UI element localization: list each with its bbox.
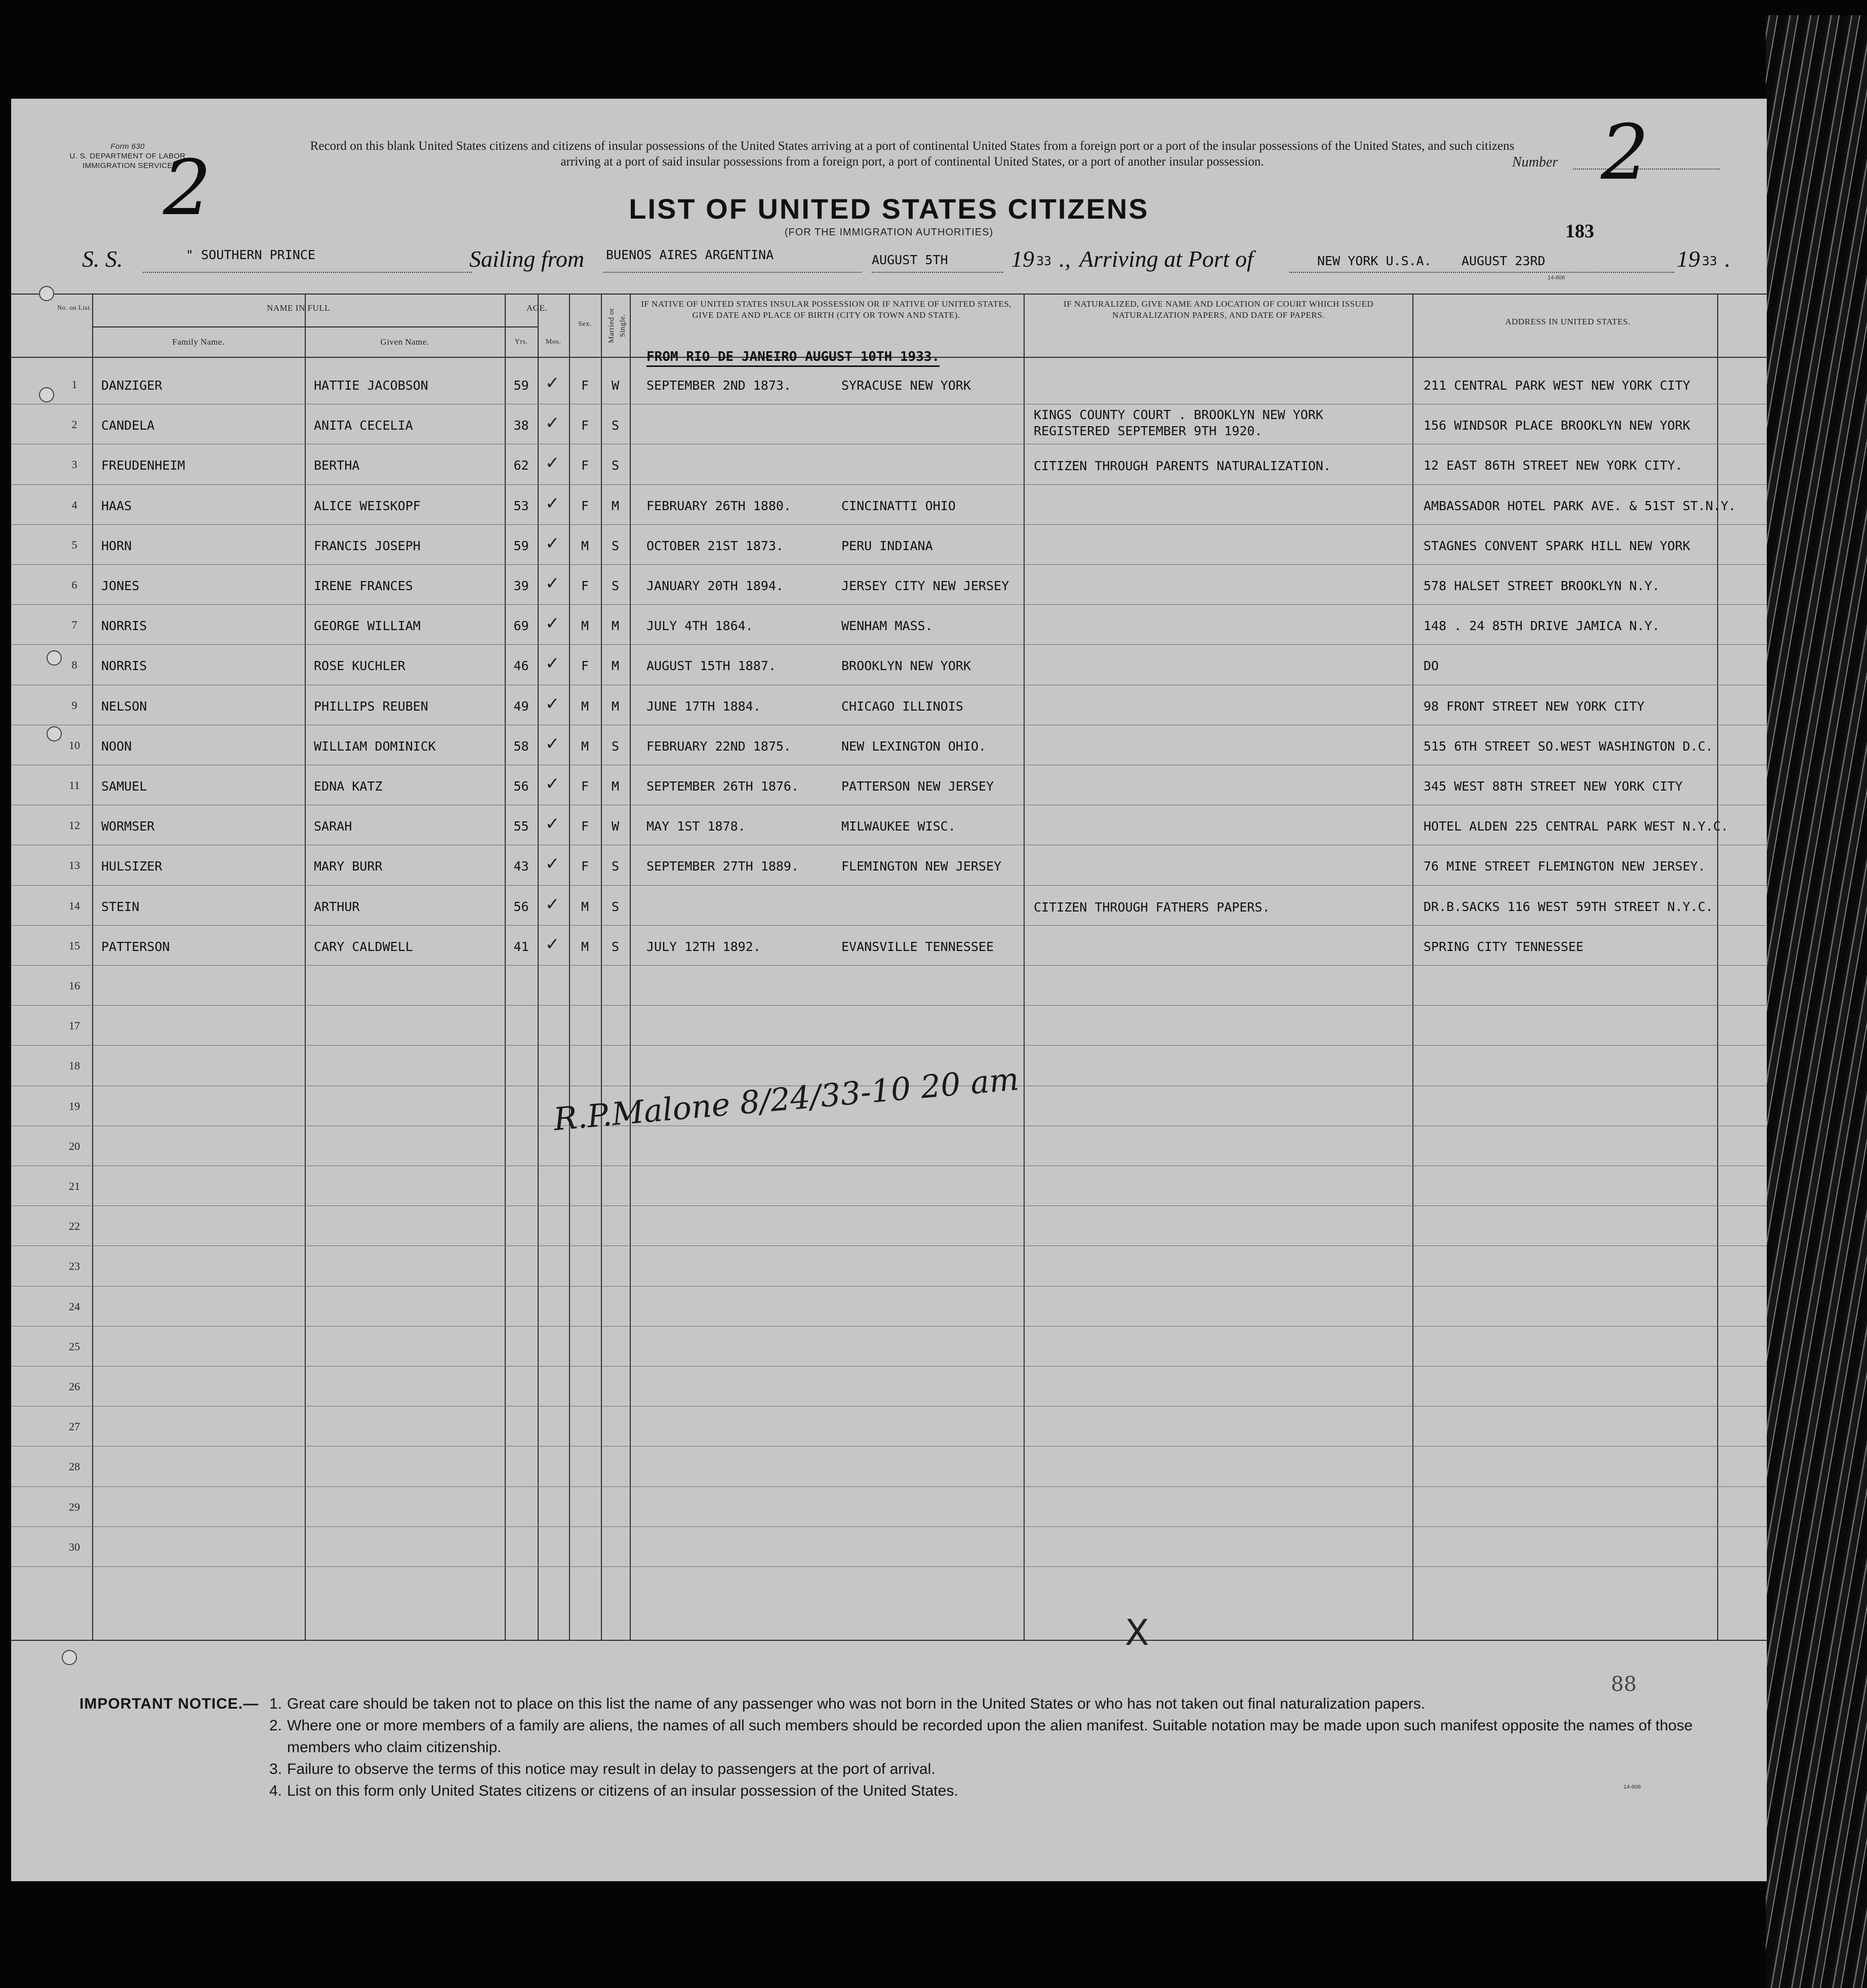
check-mark-icon: ✓ <box>545 493 560 514</box>
row-number: 26 <box>69 1380 80 1393</box>
punch-hole <box>62 1650 77 1665</box>
sex: M <box>581 538 589 553</box>
sex: F <box>581 498 589 513</box>
given-name: ARTHUR <box>314 899 360 914</box>
age-years: 55 <box>513 819 529 834</box>
arrival-port: NEW YORK U.S.A. <box>1317 254 1432 268</box>
row-number: 29 <box>69 1500 80 1513</box>
given-name: FRANCIS JOSEPH <box>314 538 421 553</box>
given-name: MARY BURR <box>314 859 383 874</box>
row-number: 27 <box>69 1420 80 1433</box>
marital-status: M <box>611 698 620 714</box>
birth-place: WENHAM MASS. <box>841 618 933 634</box>
marital-status: S <box>611 899 620 914</box>
us-address: DO <box>1424 658 1439 674</box>
row-number: 28 <box>69 1460 80 1473</box>
birth-place: FLEMINGTON NEW JERSEY <box>841 859 1002 874</box>
row-number: 19 <box>69 1099 80 1112</box>
age-years: 39 <box>513 578 529 593</box>
row-number: 20 <box>69 1139 80 1152</box>
arrival-date: AUGUST 23RD <box>1462 254 1546 268</box>
marital-status: S <box>611 458 620 473</box>
sex: F <box>581 578 589 593</box>
birth-place: PERU INDIANA <box>841 538 933 553</box>
row-rule <box>11 885 1767 886</box>
notice-item: 1. Great care should be taken not to place on this list the name of any passenger who was not born in the United States or who has not taken out final naturalization papers. <box>269 1695 1426 1712</box>
row-number: 24 <box>69 1300 80 1313</box>
us-address: 98 FRONT STREET NEW YORK CITY <box>1424 698 1645 714</box>
check-mark-icon: ✓ <box>545 934 560 955</box>
us-address: STAGNES CONVENT SPARK HILL NEW YORK <box>1424 538 1690 553</box>
header-age: AGE. <box>526 303 548 313</box>
age-years: 62 <box>513 458 529 473</box>
passenger-table <box>11 294 1767 1696</box>
age-years: 38 <box>513 418 529 433</box>
row-rule <box>11 604 1767 605</box>
service-line: IMMIGRATION SERVICE <box>83 161 173 170</box>
us-address: HOTEL ALDEN 225 CENTRAL PARK WEST N.Y.C. <box>1424 819 1729 834</box>
voyage-line: S. S. " SOUTHERN PRINCE Sailing from BUENOS AIRES ARGENTINA AUGUST 5TH 19 33 ., Arriving at Port of NEW YORK U.S.A. AUGUST 23RD 19 33 . 14-606 <box>82 246 1731 281</box>
age-years: 53 <box>513 498 529 513</box>
birth-place: SYRACUSE NEW YORK <box>841 378 971 393</box>
us-address: AMBASSADOR HOTEL PARK AVE. & 51ST ST.N.Y. <box>1424 498 1736 513</box>
arrival-year-prefix: 19 <box>1677 246 1700 272</box>
scan-edge <box>1766 15 1867 1988</box>
row-number: 23 <box>69 1260 80 1273</box>
us-address: 156 WINDSOR PLACE BROOKLYN NEW YORK <box>1424 418 1690 433</box>
us-address: 211 CENTRAL PARK WEST NEW YORK CITY <box>1424 378 1690 393</box>
marital-status: M <box>611 779 620 794</box>
sex: F <box>581 418 589 433</box>
marital-status: S <box>611 859 620 874</box>
row-number: 6 <box>71 578 77 591</box>
header-naturalization: IF NATURALIZED, GIVE NAME AND LOCATION OF COURT WHICH ISSUED NATURALIZATION PAPERS, AND DATE OF PAPERS. <box>1063 299 1373 320</box>
sex: M <box>581 899 589 914</box>
given-name: WILLIAM DOMINICK <box>314 738 436 754</box>
marital-status: M <box>611 498 620 513</box>
sex: M <box>581 738 589 754</box>
row-number: 10 <box>69 738 80 752</box>
check-mark-icon: ✓ <box>545 413 560 434</box>
inspector-signature: R.P.Malone 8/24/33-10 20 am <box>552 1060 1021 1138</box>
sex: F <box>581 458 589 473</box>
check-mark-icon: ✓ <box>545 774 560 794</box>
age-years: 56 <box>513 779 529 794</box>
row-number: 7 <box>71 618 77 632</box>
header-married-single: Married or Single. <box>607 308 627 343</box>
check-mark-icon: ✓ <box>545 613 560 634</box>
given-name: EDNA KATZ <box>314 779 383 794</box>
birth-date: SEPTEMBER 26TH 1876. <box>646 779 799 794</box>
given-name: ALICE WEISKOPF <box>314 498 421 513</box>
age-years: 59 <box>513 538 529 553</box>
row-number: 16 <box>69 979 80 992</box>
family-name: FREUDENHEIM <box>101 458 185 473</box>
us-address: 578 HALSET STREET BROOKLYN N.Y. <box>1424 578 1660 593</box>
row-number: 25 <box>69 1340 80 1353</box>
us-address: DR.B.SACKS 116 WEST 59TH STREET N.Y.C. <box>1424 899 1713 914</box>
page-subtitle: (FOR THE IMMIGRATION AUTHORITIES) <box>784 227 994 238</box>
row-rule <box>11 1045 1767 1046</box>
birth-place: EVANSVILLE TENNESSEE <box>841 939 994 954</box>
given-name: SARAH <box>314 819 352 834</box>
header-sex: Sex. <box>578 320 592 328</box>
marital-status: S <box>611 538 620 553</box>
marital-status: M <box>611 618 620 634</box>
list-number: 2 <box>1601 109 1649 197</box>
row-rule <box>11 1326 1767 1327</box>
given-name: HATTIE JACOBSON <box>314 378 428 393</box>
family-name: JONES <box>101 578 140 593</box>
sailing-date: AUGUST 5TH <box>872 253 948 267</box>
row-rule <box>11 1566 1767 1567</box>
age-years: 56 <box>513 899 529 914</box>
instructions-text: Record on this blank United States citizens and citizens of insular possessions of the United States arriving at a port of continental United States from a foreign port or a port of the insular possessions of the United States, and such citizens arriving at a port of said insular possessions from a foreign port, a port of continental United States, or a port of another insular possession. <box>310 139 1515 169</box>
row-number: 12 <box>69 819 80 832</box>
birth-date: JULY 12TH 1892. <box>646 939 761 954</box>
header-mos: Mos. <box>545 338 561 346</box>
marital-status: W <box>611 819 620 834</box>
naturalization-info: CITIZEN THROUGH PARENTS NATURALIZATION. <box>1034 459 1331 474</box>
arriving-label: Arriving at Port of <box>1079 246 1253 272</box>
header-yrs: Yrs. <box>514 338 528 346</box>
sex: F <box>581 378 589 393</box>
row-number: 13 <box>69 859 80 872</box>
row-number: 1 <box>71 378 77 391</box>
birth-date: JUNE 17TH 1884. <box>646 698 761 714</box>
family-name: WORMSER <box>101 819 155 834</box>
row-rule <box>11 1005 1767 1006</box>
check-mark-icon: ✓ <box>545 733 560 754</box>
row-rule <box>11 524 1767 525</box>
family-name: HORN <box>101 538 132 553</box>
family-name: HULSIZER <box>101 859 163 874</box>
punch-hole <box>47 650 62 666</box>
birth-date: OCTOBER 21ST 1873. <box>646 538 784 553</box>
punch-hole <box>39 286 54 301</box>
ss-label: S. S. <box>82 246 123 272</box>
notice-item: 3. Failure to observe the terms of this notice may result in delay to passengers at the port of arrival. <box>269 1761 936 1777</box>
us-address: 345 WEST 88TH STREET NEW YORK CITY <box>1424 779 1683 794</box>
us-address: SPRING CITY TENNESSEE <box>1424 939 1584 954</box>
naturalization-info: CITIZEN THROUGH FATHERS PAPERS. <box>1034 899 1270 915</box>
x-mark: X <box>1125 1612 1149 1653</box>
notice-item: 4. List on this form only United States citizens or citizens of an insular possession of the United States. <box>269 1783 958 1799</box>
check-mark-icon: ✓ <box>545 693 560 714</box>
sex: F <box>581 819 589 834</box>
birth-date: FEBRUARY 22ND 1875. <box>646 738 791 754</box>
page-title: LIST OF UNITED STATES CITIZENS <box>629 193 1149 225</box>
given-name: IRENE FRANCES <box>314 578 413 593</box>
header-family-name: Family Name. <box>172 337 225 347</box>
row-rule <box>11 484 1767 485</box>
family-name: DANZIGER <box>101 378 163 393</box>
naturalization-info: KINGS COUNTY COURT . BROOKLYN NEW YORK REGISTERED SEPTEMBER 9TH 1920. <box>1034 407 1323 439</box>
sex: F <box>581 779 589 794</box>
birth-place: JERSEY CITY NEW JERSEY <box>841 578 1009 593</box>
family-name: HAAS <box>101 498 132 513</box>
row-rule <box>11 1286 1767 1287</box>
row-number: 18 <box>69 1059 80 1072</box>
given-name: GEORGE WILLIAM <box>314 618 421 634</box>
given-name: ANITA CECELIA <box>314 418 413 433</box>
row-number: 3 <box>71 458 77 471</box>
age-years: 43 <box>513 859 529 874</box>
arrival-year: 33 <box>1702 254 1718 268</box>
sex: F <box>581 859 589 874</box>
row-number: 8 <box>71 658 77 672</box>
family-name: SAMUEL <box>101 779 147 794</box>
row-rule <box>11 925 1767 926</box>
row-number: 30 <box>69 1540 80 1553</box>
family-name: STEIN <box>101 899 140 914</box>
us-address: 12 EAST 86TH STREET NEW YORK CITY. <box>1424 458 1683 473</box>
us-address: 148 . 24 85TH DRIVE JAMICA N.Y. <box>1424 618 1660 634</box>
sailing-date-line <box>872 272 1003 273</box>
row-number: 21 <box>69 1180 80 1192</box>
ship-line <box>143 272 472 273</box>
marital-status: S <box>611 578 620 593</box>
birth-date: JANUARY 20TH 1894. <box>646 578 784 593</box>
age-years: 58 <box>513 738 529 754</box>
us-address: 76 MINE STREET FLEMINGTON NEW JERSEY. <box>1424 859 1706 874</box>
ship-name: " SOUTHERN PRINCE <box>186 247 315 262</box>
bottom-form-code: 14-606 <box>1624 1784 1641 1790</box>
check-mark-icon: ✓ <box>545 894 560 915</box>
birth-date: SEPTEMBER 2ND 1873. <box>646 378 791 393</box>
row-number: 5 <box>71 538 77 551</box>
page-number: 183 <box>1565 221 1594 242</box>
check-mark-icon: ✓ <box>545 453 560 474</box>
manifest-sheet <box>11 99 1767 1881</box>
header-birth: IF NATIVE OF UNITED STATES INSULAR POSSESSION OR IF NATIVE OF UNITED STATES, GIVE DATE AND PLACE OF BIRTH (CITY OR TOWN AND STATE). <box>641 299 1011 320</box>
family-name: NOON <box>101 738 132 754</box>
row-number: 14 <box>69 899 80 912</box>
header-address: ADDRESS IN UNITED STATES. <box>1505 317 1631 326</box>
sex: M <box>581 618 589 634</box>
header-given-name: Given Name. <box>380 337 429 347</box>
check-mark-icon: ✓ <box>545 573 560 594</box>
check-mark-icon: ✓ <box>545 814 560 835</box>
sailing-year: 33 <box>1036 254 1052 268</box>
birth-date: MAY 1ST 1878. <box>646 819 746 834</box>
notice-title: IMPORTANT NOTICE.— <box>79 1695 259 1712</box>
birth-place: PATTERSON NEW JERSEY <box>841 779 994 794</box>
form-code: 14-606 <box>1548 275 1565 281</box>
number-label: Number <box>1512 154 1558 170</box>
age-years: 46 <box>513 658 529 674</box>
birth-date: FEBRUARY 26TH 1880. <box>646 498 791 513</box>
form-number: Form 630 <box>110 142 145 151</box>
punch-hole <box>47 726 62 741</box>
age-years: 49 <box>513 698 529 714</box>
family-name: NORRIS <box>101 618 147 634</box>
sailing-year-prefix: 19 <box>1011 246 1034 272</box>
given-name: CARY CALDWELL <box>314 939 413 954</box>
check-mark-icon: ✓ <box>545 854 560 875</box>
handwritten-mark: 2 <box>163 144 212 232</box>
check-mark-icon: ✓ <box>545 373 560 393</box>
notice-item: 2. Where one or more members of a family are aliens, the names of all such members should be recorded upon the alien manifest. Suitable notation may be made upon such manifest opposite the names of those members who claim citizenship. <box>269 1717 1693 1756</box>
sailing-line <box>603 272 862 273</box>
header-name-in-full: NAME IN FULL <box>267 303 330 313</box>
age-years: 41 <box>513 939 529 954</box>
sailing-label: Sailing from <box>469 246 585 272</box>
age-years: 59 <box>513 378 529 393</box>
given-name: PHILLIPS REUBEN <box>314 698 428 714</box>
row-number: 2 <box>71 418 77 431</box>
row-rule <box>11 644 1767 645</box>
birth-place: CINCINATTI OHIO <box>841 498 956 513</box>
birth-place: BROOKLYN NEW YORK <box>841 658 971 674</box>
sex: M <box>581 698 589 714</box>
marital-status: S <box>611 939 620 954</box>
row-rule <box>11 564 1767 565</box>
check-mark-icon: ✓ <box>545 533 560 554</box>
us-address: 515 6TH STREET SO.WEST WASHINGTON D.C. <box>1424 738 1713 754</box>
marital-status: S <box>611 738 620 754</box>
arrival-line <box>1289 272 1674 273</box>
marital-status: W <box>611 378 620 393</box>
given-name: ROSE KUCHLER <box>314 658 405 674</box>
row-rule <box>11 965 1767 966</box>
row-number: 17 <box>69 1019 80 1032</box>
department-line: U. S. DEPARTMENT OF LABOR <box>69 152 186 160</box>
birth-date: JULY 4TH 1864. <box>646 618 753 634</box>
birth-place: CHICAGO ILLINOIS <box>841 698 963 714</box>
row-number: 4 <box>71 498 77 511</box>
birth-place: NEW LEXINGTON OHIO. <box>841 738 986 754</box>
marital-status: M <box>611 658 620 674</box>
age-years: 69 <box>513 618 529 634</box>
family-name: NELSON <box>101 698 147 714</box>
family-name: PATTERSON <box>101 939 170 954</box>
birth-place: MILWAUKEE WISC. <box>841 819 956 834</box>
sex: F <box>581 658 589 674</box>
row-number: 22 <box>69 1220 80 1233</box>
family-name: CANDELA <box>101 418 155 433</box>
row-number: 15 <box>69 939 80 952</box>
sailing-from: BUENOS AIRES ARGENTINA <box>606 247 774 262</box>
row-rule <box>11 1526 1767 1527</box>
margin-note: 88 <box>1611 1673 1637 1696</box>
punch-hole <box>39 387 54 402</box>
header-no: No. on List. <box>57 304 92 311</box>
check-mark-icon: ✓ <box>545 653 560 674</box>
birth-date: SEPTEMBER 27TH 1889. <box>646 859 799 874</box>
row-number: 11 <box>69 779 80 792</box>
marital-status: S <box>611 418 620 433</box>
from-rio-note: FROM RIO DE JANEIRO AUGUST 10TH 1933. <box>646 349 940 367</box>
sex: M <box>581 939 589 954</box>
row-number: 9 <box>71 698 77 712</box>
family-name: NORRIS <box>101 658 147 674</box>
row-rule <box>11 1486 1767 1487</box>
birth-date: AUGUST 15TH 1887. <box>646 658 776 674</box>
given-name: BERTHA <box>314 458 360 473</box>
